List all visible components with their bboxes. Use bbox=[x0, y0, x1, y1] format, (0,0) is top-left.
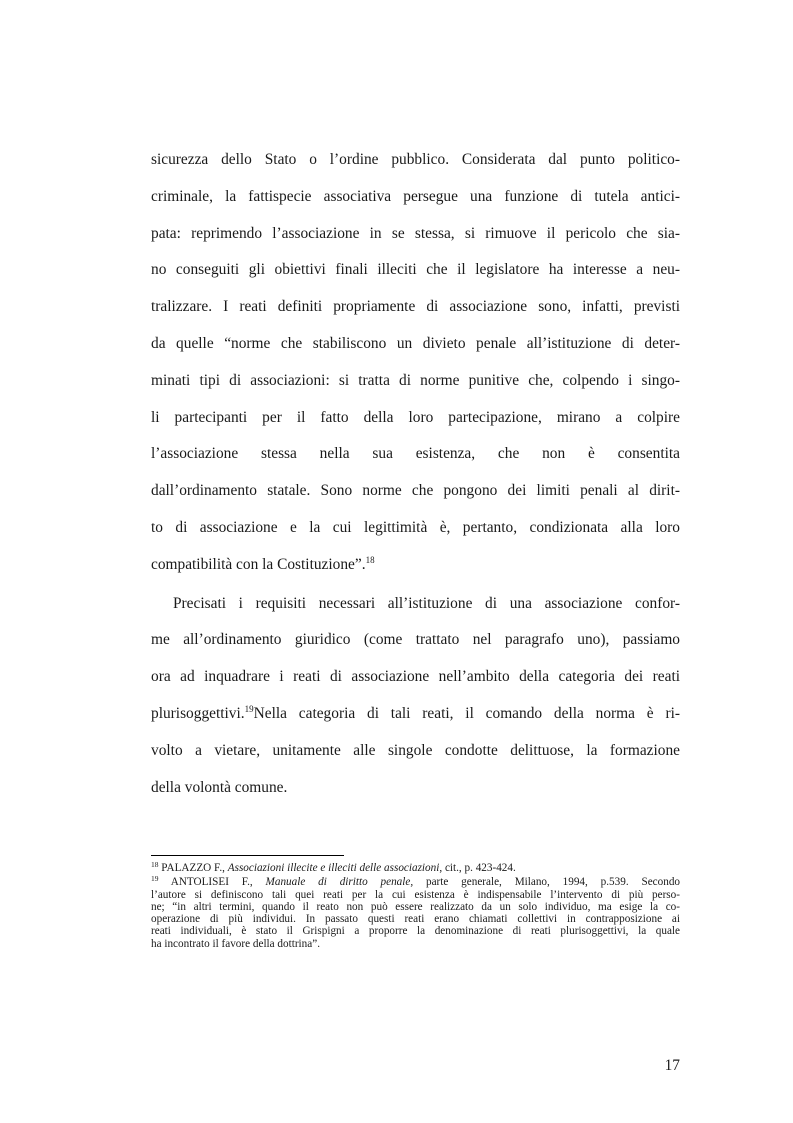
footnote-line: ne; “in altri termini, quando il reato non può essere realizzato da un solo individuo, ma esige la co- bbox=[151, 900, 680, 913]
text-line: criminale, la fattispecie associativa persegue una funzione di tutela antici- bbox=[151, 187, 680, 205]
text-fragment: compatibilità con la Costituzione”. bbox=[151, 555, 366, 573]
text-line: li partecipanti per il fatto della loro partecipazione, mirano a colpire bbox=[151, 408, 680, 426]
footnotes bbox=[151, 862, 680, 950]
footnote-line: operazione di più individui. In passato questi reati erano chiamati collettivi in contrapposizione ai bbox=[151, 913, 680, 926]
text-fragment: plurisoggettivi. bbox=[151, 704, 245, 722]
footnote-text: parte generale, Milano, 1994, p.539. Secondo bbox=[413, 876, 681, 889]
text-line: volto a vietare, unitamente alle singole condotte delittuose, la formazione bbox=[151, 741, 680, 759]
footnote-title: Manuale di diritto penale, bbox=[265, 876, 414, 889]
text-line bbox=[151, 696, 680, 733]
footnote-marker: 18 bbox=[151, 860, 159, 869]
footnote-line bbox=[151, 876, 680, 888]
text-line: della volontà comune. bbox=[151, 778, 288, 796]
text-line: sicurezza dello Stato o l’ordine pubblico. Considerata dal punto politico- bbox=[151, 151, 680, 168]
footnote-author: ANTOLISEI F., bbox=[170, 876, 266, 889]
footnote-18 bbox=[151, 862, 680, 874]
footnote-19 bbox=[151, 876, 680, 950]
text-line: pata: reprimendo l’associazione in se stessa, si rimuove il pericolo che sia- bbox=[151, 224, 680, 242]
footnote-text: , cit., p. 423-424. bbox=[439, 862, 516, 874]
footnote-marker: 19 bbox=[151, 874, 159, 884]
footnote-line bbox=[151, 862, 680, 874]
text-fragment: Nella categoria di tali reati, il comando della norma è ri- bbox=[253, 704, 680, 722]
paragraph-2 bbox=[151, 586, 680, 807]
footnote-line: ha incontrato il favore della dottrina”. bbox=[151, 937, 320, 950]
footnote-ref-19[interactable]: 19 bbox=[244, 703, 254, 714]
page-number: 17 bbox=[664, 1057, 680, 1074]
text-line bbox=[151, 547, 680, 584]
body-text bbox=[151, 142, 680, 806]
footnote-line: l’autore si definiscono tali quei reati per la cui esistenza è indispensabile l’intervento di più perso- bbox=[151, 888, 680, 901]
text-line: l’associazione stessa nella sua esistenza, che non è consentita bbox=[151, 445, 680, 463]
text-line: minati tipi di associazioni: si tratta di norme punitive che, colpendo i singo- bbox=[151, 371, 680, 389]
text-line: me all’ordinamento giuridico (come trattato nel paragrafo uno), passiamo bbox=[151, 631, 680, 649]
footnote-ref-18[interactable]: 18 bbox=[365, 554, 375, 565]
text-line: no conseguiti gli obiettivi finali illeciti che il legislatore ha interesse a neu- bbox=[151, 261, 680, 279]
paragraph-1 bbox=[151, 142, 680, 584]
footnote-line: reati individuali, è stato il Grispigni a proporre la denominazione di reati plurisoggettivi, la quale bbox=[151, 925, 680, 938]
footnote-title: Associazioni illecite e illeciti delle associazioni bbox=[227, 862, 440, 874]
text-line: dall’ordinamento statale. Sono norme che pongono dei limiti penali al dirit- bbox=[151, 482, 680, 500]
text-line: Precisati i requisiti necessari all’istituzione di una associazione confor- bbox=[173, 594, 680, 612]
footnote-author: PALAZZO F., bbox=[161, 862, 228, 874]
text-line: tralizzare. I reati definiti propriamente di associazione sono, infatti, previsti bbox=[151, 298, 680, 316]
text-line: da quelle “norme che stabiliscono un divieto penale all’istituzione di deter- bbox=[151, 334, 680, 352]
text-line: to di associazione e la cui legittimità è, pertanto, condizionata alla loro bbox=[151, 518, 680, 536]
text-line: ora ad inquadrare i reati di associazione nell’ambito della categoria dei reati bbox=[151, 668, 680, 686]
footnote-separator bbox=[151, 855, 344, 856]
